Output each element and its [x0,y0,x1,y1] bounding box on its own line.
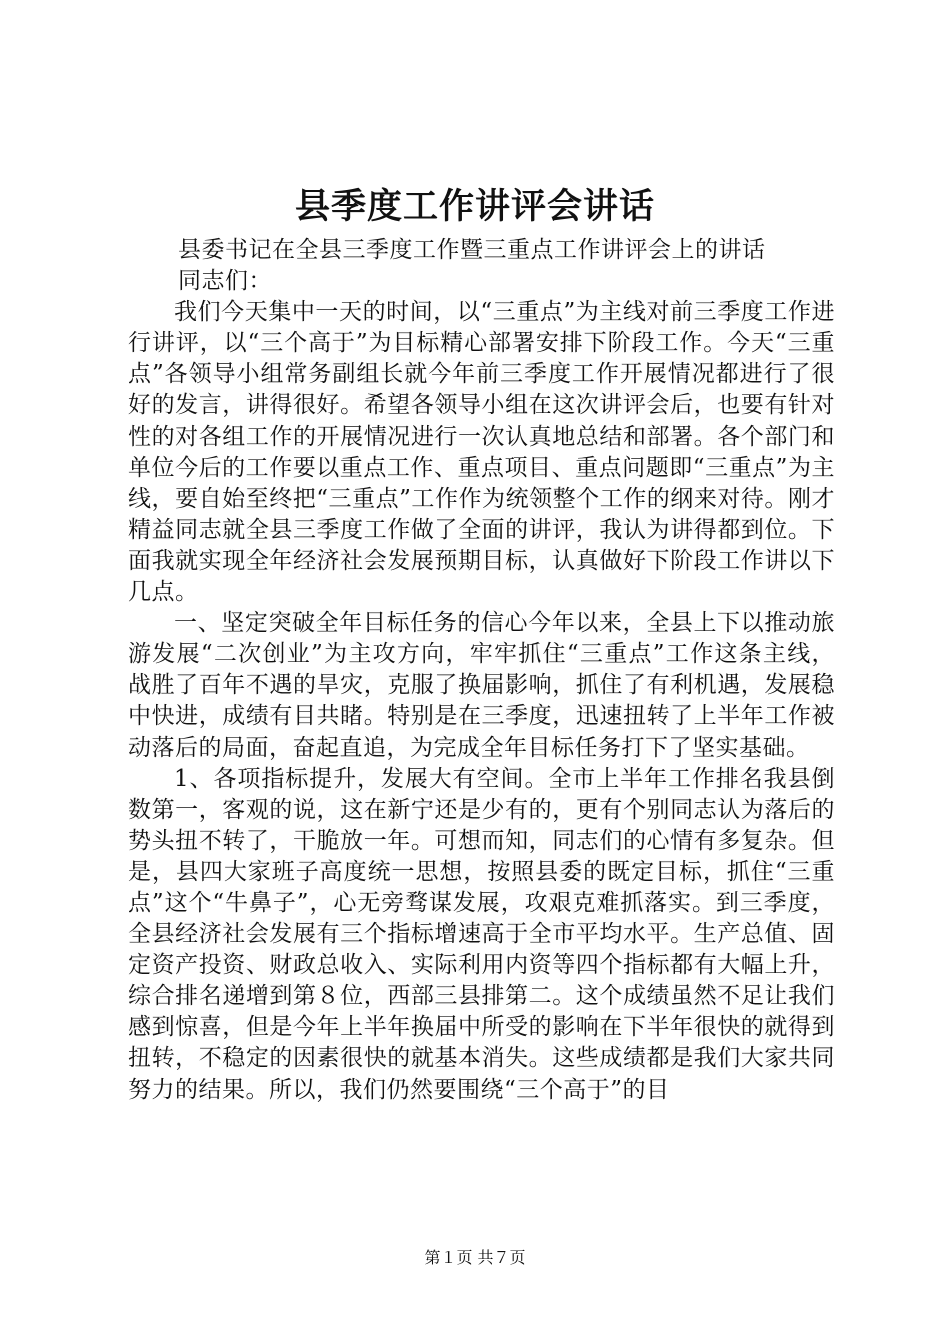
page-footer: 第１页 共７页 [424,1248,526,1267]
body-paragraph: 1、各项指标提升，发展大有空间。全市上半年工作排名我县倒数第一，客观的说，这在新宁还是少有的，更有个别同志认为落后的势头扭不转了，干脆放一年。可想而知，同志们的心情有多复杂。但是，县四大家班子高度统一思想，按照县委的既定目标，抓住“三重点”这个“牛鼻子”，心无旁骛谋发展，攻艰克难抓落实。到三季度，全县经济社会发展有三个指标增速高于全市平均水平。生产总值、固定资产投资、财政总收入、实际利用内资等四个指标都有大幅上升，综合排名递增到第８位，西部三县排第二。这个成绩虽然不足让我们感到惊喜，但是今年上半年换届中所受的影响在下半年很快的就得到扭转，不稳定的因素很快的就基本消失。这些成绩都是我们大家共同努力的结果。所以，我们仍然要围绕“三个高于”的目 [128,765,835,1103]
document-body [128,235,835,1106]
body-paragraph: 一、坚定突破全年目标任务的信心今年以来，全县上下以推动旅游发展“二次创业”为主攻方向，牢牢抓住“三重点”工作这条主线，战胜了百年不遇的旱灾，克服了换届影响，抓住了有利机遇，发展稳中快进，成绩有目共睹。特别是在三季度，迅速扭转了上半年工作被动落后的局面，奋起直追，为完成全年目标任务打下了坚实基础。 [128,610,835,761]
subtitle-paragraph: 县委书记在全县三季度工作暨三重点工作讲评会上的讲话 [178,237,766,263]
document-title: 县季度工作讲评会讲话 [294,186,655,227]
salutation-paragraph: 同志们： [178,268,272,295]
body-paragraph: 我们今天集中一天的时间，以“三重点”为主线对前三季度工作进行讲评，以“三个高于”为目标精心部署安排下阶段工作。今天“三重点”各领导小组常务副组长就今年前三季度工作开展情况都进行了很好的发言，讲得很好。希望各领导小组在这次讲评会后，也要有针对性的对各组工作的开展情况进行一次认真地总结和部署。各个部门和单位今后的工作要以重点工作、重点项目、重点问题即“三重点”为主线，要自始至终把“三重点”工作作为统领整个工作的纲来对待。刚才精益同志就全县三季度工作做了全面的讲评，我认为讲得都到位。下面我就实现全年经济社会发展预期目标，认真做好下阶段工作讲以下几点。 [128,299,835,606]
